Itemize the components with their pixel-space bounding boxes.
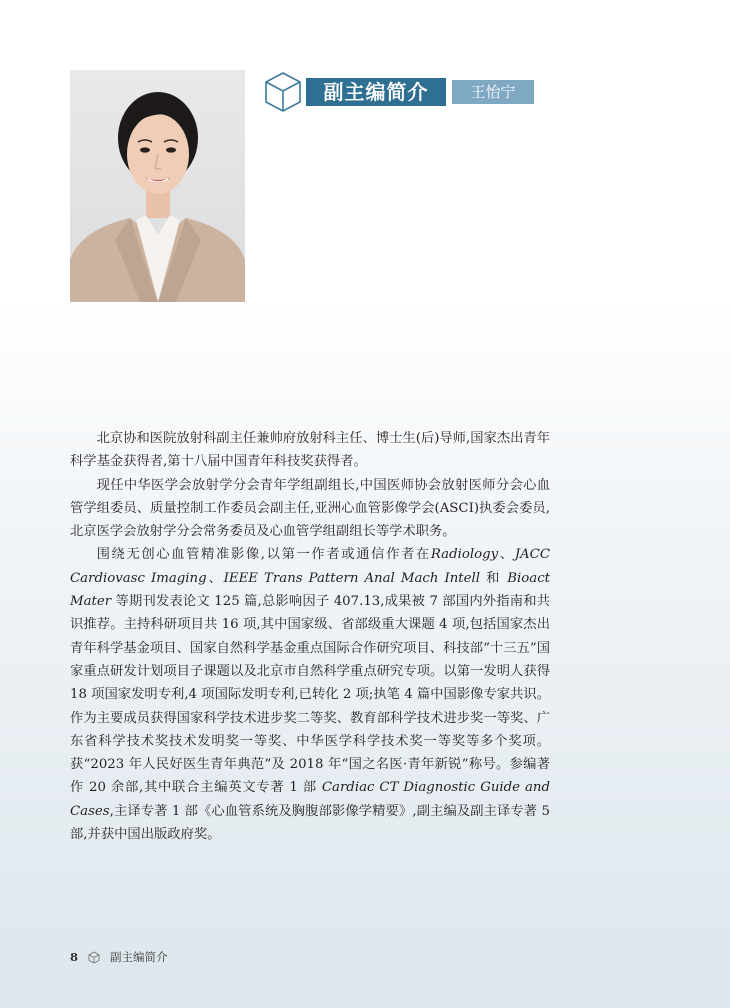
section-header [262, 70, 542, 114]
bio-text [70, 427, 550, 846]
footer-section-title: 副主编简介 [110, 950, 168, 964]
cube-icon [88, 951, 100, 964]
portrait-photo [70, 70, 245, 302]
bio-paragraph-2: 现任中华医学会放射学分会青年学组副组长,中国医师协会放射医师分会心血管学组委员、质量控制工作委员会副主任,亚洲心血管影像学会(ASCI)执委会委员,北京医学会放射学分会常务委员及心血管学组副组长等学术职务。 [70, 477, 550, 540]
bio-text-run: 围绕无创心血管精准影像,以第一作者或通信作者在 [96, 547, 431, 563]
portrait-illustration [70, 70, 245, 302]
journal-name: JACC Cardiovasc Imaging [70, 547, 550, 586]
cube-icon [262, 70, 304, 114]
separator: 和 [480, 570, 508, 586]
section-title: 副主编简介 [306, 78, 446, 106]
bio-text-run: ,主译专著 1 部《心血管系统及胸腹部影像学精要》,副主编及副主译专著 5 部,并获中国出版政府奖。 [70, 803, 550, 843]
page-footer [70, 948, 168, 966]
journal-name: Radiology [430, 547, 499, 563]
bio-paragraph-1: 北京协和医院放射科副主任兼帅府放射科主任、博士生(后)导师,国家杰出青年科学基金获得者,第十八届中国青年科技奖获得者。 [70, 431, 550, 470]
journal-name: IEEE Trans Pattern Anal Mach Intell [223, 570, 481, 586]
page-number: 8 [70, 950, 79, 964]
separator: 、 [498, 547, 515, 563]
separator: 、 [206, 570, 224, 586]
bio-text-run: 等期刊发表论文 125 篇,总影响因子 407.13,成果被 7 部国内外指南和共识推荐。主持科研项目共 16 项,其中国家级、省部级重大课题 4 项,包括国家杰出青年科学基金项目、国家自然科学基金重点国际合作研究项目、科技部“十三五”国家重点研发计划项目子课题以及北京市自然科学重点研究专项。以第一发明人获得 18 项国家发明专利,4 项国际发明专利,已转化 2 项;执笔 4 篇中国影像专家共识。作为主要成员获得国家科学技术进步奖二等奖、教育部科学技术进步奖一等奖、广东省科学技术奖技术发明奖一等奖、中华医学科学技术奖一等奖等多个奖项。获“2023 年人民好医生青年典范”及 2018 年“国之名医·青年新锐”称号。参编著作 20 余部,其中联合主编英文专著 1 部 [70, 594, 550, 796]
journal-name: Bioact Mater [70, 570, 551, 610]
person-name-tag: 王怡宁 [452, 80, 534, 104]
book-title: Cardiac CT Diagnostic Guide and Cases [70, 780, 550, 819]
bio-paragraph-3 [70, 543, 550, 846]
